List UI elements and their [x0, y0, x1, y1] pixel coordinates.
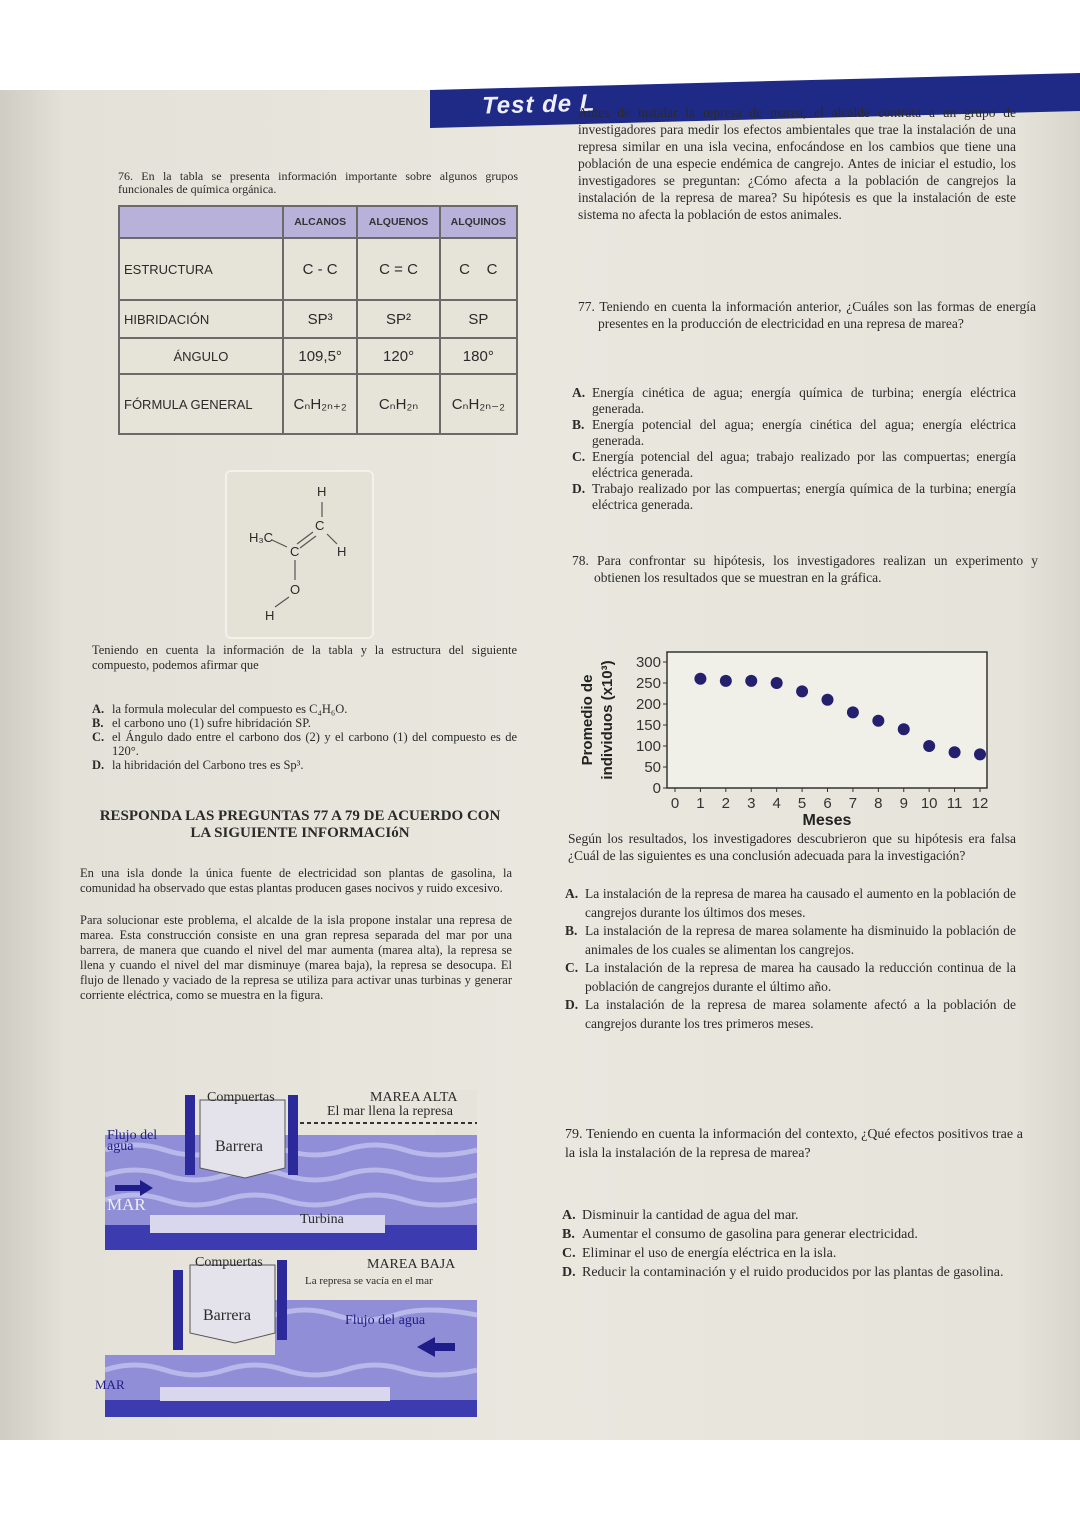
- option-letter: C.: [572, 449, 586, 464]
- option-letter: B.: [92, 716, 104, 730]
- option-text: La instalación de la represa de marea ha causado la reducción continua de la población de cangrejos durante el último año.: [585, 960, 1016, 994]
- diagram-high-tide: [105, 1090, 477, 1255]
- turbine-label: Turbina: [300, 1212, 344, 1227]
- y-tick-label: 0: [652, 780, 661, 797]
- data-point: [745, 675, 757, 687]
- molecule-structure: [225, 470, 374, 639]
- q77-options: [572, 385, 1016, 513]
- q79-options: [562, 1206, 1023, 1282]
- option-c[interactable]: [92, 730, 517, 758]
- option-text: la formula molecular del compuesto es C₄H₆O.: [112, 702, 348, 716]
- option-letter: A.: [565, 886, 579, 901]
- tide-subtitle: La represa se vacía en el mar: [305, 1275, 433, 1287]
- gates-label: Compuertas: [207, 1090, 275, 1105]
- x-tick-label: 9: [899, 795, 908, 812]
- flow-label: Flujo del agua: [345, 1313, 426, 1328]
- table-cell: SP²: [357, 300, 439, 338]
- table-cell: ESTRUCTURA: [119, 238, 283, 300]
- x-tick-label: 10: [920, 795, 938, 812]
- option-d[interactable]: [565, 996, 1016, 1033]
- x-tick-label: 6: [823, 795, 832, 812]
- table-cell: HIBRIDACIÓN: [119, 300, 283, 338]
- option-letter: C.: [562, 1246, 576, 1261]
- q76-intro: 76. En la tabla se presenta información importante sobre algunos grupos funcionales de química orgánica.: [118, 169, 518, 196]
- q79-stem: 79. Teniendo en cuenta la información del contexto, ¿Qué efectos positivos trae a la isla la instalación de la represa de marea?: [565, 1127, 1023, 1161]
- x-tick-label: 8: [874, 795, 883, 812]
- q77-stem: 77. Teniendo en cuenta la información anterior, ¿Cuáles son las formas de energía presentes en la producción de electricidad en una represa de marea?: [578, 299, 1036, 331]
- data-point: [694, 673, 706, 685]
- atom-label: O: [290, 582, 301, 597]
- y-tick-label: 150: [635, 717, 661, 734]
- option-letter: A.: [572, 385, 586, 400]
- table-row: [119, 338, 517, 374]
- data-point: [923, 740, 935, 752]
- option-text: Reducir la contaminación y el ruido producidos por las plantas de gasolina.: [582, 1265, 1004, 1280]
- x-tick-label: 12: [971, 795, 989, 812]
- option-text: Disminuir la cantidad de agua del mar.: [582, 1208, 799, 1223]
- y-axis-label: individuos (x10³): [599, 660, 616, 780]
- data-point: [796, 685, 808, 697]
- x-tick-label: 3: [747, 795, 756, 812]
- x-axis-label: Meses: [802, 812, 852, 825]
- table-cell: SP: [440, 300, 517, 338]
- tide-title: MAREA BAJA: [367, 1257, 456, 1272]
- x-tick-label: 7: [848, 795, 858, 812]
- option-text: la hibridación del Carbono tres es Sp³.: [112, 758, 304, 772]
- data-point: [949, 746, 961, 758]
- option-c[interactable]: [562, 1244, 1023, 1263]
- option-text: Energía potencial del agua; energía cinética del agua; energía eléctrica generada.: [592, 417, 1016, 448]
- table-cell: ÁNGULO: [119, 338, 283, 374]
- option-text: Energía potencial del agua; trabajo realizado por las compuertas; energía eléctrica generada.: [592, 449, 1016, 480]
- option-letter: D.: [565, 997, 579, 1012]
- y-tick-label: 300: [635, 654, 661, 671]
- q78-options: [565, 885, 1016, 1033]
- option-letter: A.: [92, 702, 105, 716]
- option-d[interactable]: [92, 758, 517, 772]
- option-text: Trabajo realizado por las compuertas; energía química de la turbina; energía eléctrica generada.: [592, 481, 1016, 512]
- diagram-low-tide: [95, 1255, 477, 1420]
- tide-subtitle: El mar llena la represa: [327, 1104, 453, 1119]
- table-cell: CₙH₂ₙ₊₂: [283, 374, 358, 434]
- atom-label: H₃C: [249, 530, 274, 545]
- atom-label: H: [265, 608, 275, 623]
- y-tick-label: 250: [635, 675, 661, 692]
- option-d[interactable]: [562, 1263, 1023, 1282]
- table-cell: 120°: [357, 338, 439, 374]
- y-tick-label: 100: [635, 738, 661, 755]
- q78-stem: 78. Para confrontar su hipótesis, los investigadores realizan un experimento y obtienen los resultados que se muestran en la gráfica.: [572, 553, 1038, 585]
- option-letter: C.: [565, 960, 579, 975]
- option-letter: C.: [92, 730, 105, 744]
- data-point: [847, 706, 859, 718]
- atom-label: C: [290, 544, 300, 559]
- data-point: [898, 723, 910, 735]
- data-point: [822, 694, 834, 706]
- option-text: La instalación de la represa de marea ha causado el aumento en la población de cangrejos durante los últimos dos meses.: [585, 886, 1016, 920]
- option-b[interactable]: [92, 716, 517, 730]
- table-header: [119, 206, 283, 238]
- data-point: [974, 748, 986, 760]
- option-letter: A.: [562, 1208, 576, 1223]
- flow-label: Flujo del agua: [107, 1128, 158, 1154]
- option-text: La instalación de la represa de marea solamente afectó a la población de cangrejos durante los tres primeros meses.: [585, 997, 1016, 1031]
- table-header-row: [119, 206, 517, 238]
- x-tick-label: 2: [721, 795, 731, 812]
- option-d[interactable]: [572, 481, 1016, 513]
- context-paragraph-1: En una isla donde la única fuente de electricidad son plantas de gasolina, la comunidad ha observado que estas plantas producen gases nocivos y ruido excesivo.: [80, 866, 512, 895]
- option-text: el Ángulo dado entre el carbono dos (2) y el carbono (1) del compuesto es de 120°.: [112, 730, 517, 758]
- barrier-label: Barrera: [203, 1307, 251, 1324]
- option-text: Eliminar el uso de energía eléctrica en la isla.: [582, 1246, 837, 1261]
- q76-options: [92, 702, 517, 772]
- y-axis-label: Promedio de: [579, 674, 596, 766]
- option-text: el carbono uno (1) sufre hibridación SP.: [112, 716, 311, 730]
- x-tick-label: 0: [670, 795, 680, 812]
- table-cell: 180°: [440, 338, 517, 374]
- option-text: Energía cinética de agua; energía química de turbina; energía eléctrica generada.: [592, 385, 1016, 416]
- research-context: Antes de instalar la represa de marea, el alcalde contrata a un grupo de investigadores para medir los efectos ambientales que trae la instalación de una represa similar en una isla vecina, enfocándose en los cambios que tiene una población de una especie endémica de cangrejo. Antes de iniciar el estudio, los investigadores se preguntan: ¿Cómo afecta a la población de cangrejos la instalación de la represa de marea? Su hipótesis es que la instalación de este sistema no afecta la población de estos animales.: [578, 105, 1016, 222]
- q76-stem: Teniendo en cuenta la información de la tabla y la estructura del siguiente compuesto, podemos afirmar que: [92, 643, 517, 672]
- table-cell: C C: [440, 238, 517, 300]
- molecule-bonds: [227, 472, 372, 637]
- option-text: Aumentar el consumo de gasolina para generar electricidad.: [582, 1227, 918, 1242]
- option-letter: B.: [562, 1227, 575, 1242]
- sea-label: MAR: [107, 1195, 146, 1214]
- option-letter: D.: [562, 1265, 576, 1280]
- table-cell: CₙH₂ₙ: [357, 374, 439, 434]
- atom-label: H: [317, 484, 327, 499]
- data-point: [771, 677, 783, 689]
- table-header: ALQUENOS: [357, 206, 439, 238]
- option-c[interactable]: [572, 449, 1016, 481]
- option-a[interactable]: [92, 702, 517, 716]
- y-tick-label: 200: [635, 696, 661, 713]
- crab-population-chart: [572, 640, 992, 825]
- gates-label: Compuertas: [195, 1255, 263, 1270]
- x-tick-label: 5: [797, 795, 807, 812]
- option-letter: B.: [565, 923, 578, 938]
- option-a[interactable]: [572, 385, 1016, 417]
- table-cell: C - C: [283, 238, 358, 300]
- table-row: [119, 374, 517, 434]
- option-b[interactable]: [562, 1225, 1023, 1244]
- table-row: [119, 300, 517, 338]
- x-tick-label: 4: [772, 795, 781, 812]
- table-cell: SP³: [283, 300, 358, 338]
- table-header: ALCANOS: [283, 206, 358, 238]
- context-paragraph-2: Para solucionar este problema, el alcalde de la isla propone instalar una represa de marea. Esta construcción consiste en una gran represa separada del mar por una barrera, de manera que cuando el nivel del mar aumenta (marea alta), la represa se llena y cuando el nivel del mar disminuye (marea baja), la represa se desocupa. El flujo de llenado y vaciado de la represa se utiliza para activar unas turbinas y generar corriente eléctrica, como se muestra en la figura.: [80, 913, 512, 1002]
- header-title: Test de L: [482, 89, 596, 120]
- table-row: [119, 238, 517, 300]
- table-cell: 109,5°: [283, 338, 358, 374]
- option-b[interactable]: [565, 922, 1016, 959]
- sea-label: MAR: [95, 1377, 125, 1392]
- x-tick-label: 1: [696, 795, 705, 812]
- q78-question: Según los resultados, los investigadores descubrieron que su hipótesis era falsa ¿Cuál de las siguientes es una conclusión adecuada para la investigación?: [568, 831, 1016, 863]
- option-text: La instalación de la represa de marea solamente ha disminuido la población de animales de los cuales se alimentan los cangrejos.: [585, 923, 1016, 957]
- y-tick-label: 50: [644, 759, 661, 776]
- plot-area: [667, 652, 987, 788]
- table-cell: CₙH₂ₙ₋₂: [440, 374, 517, 434]
- data-point: [872, 715, 884, 727]
- table-cell: FÓRMULA GENERAL: [119, 374, 283, 434]
- functional-groups-table: [118, 205, 518, 435]
- option-b[interactable]: [572, 417, 1016, 449]
- option-letter: D.: [572, 481, 586, 496]
- table-header: ALQUINOS: [440, 206, 517, 238]
- atom-label: H: [337, 544, 347, 559]
- section-heading: RESPONDA LAS PREGUNTAS 77 A 79 DE ACUERDO CON LA SIGUIENTE INFORMACIóN: [99, 808, 501, 841]
- option-a[interactable]: [562, 1206, 1023, 1225]
- x-tick-label: 11: [946, 795, 963, 812]
- option-a[interactable]: [565, 885, 1016, 922]
- table-cell: C = C: [357, 238, 439, 300]
- atom-label: C: [315, 518, 325, 533]
- tide-title: MAREA ALTA: [370, 1090, 458, 1105]
- option-letter: D.: [92, 758, 105, 772]
- barrier-label: Barrera: [215, 1138, 263, 1155]
- option-letter: B.: [572, 417, 585, 432]
- option-c[interactable]: [565, 959, 1016, 996]
- data-point: [720, 675, 732, 687]
